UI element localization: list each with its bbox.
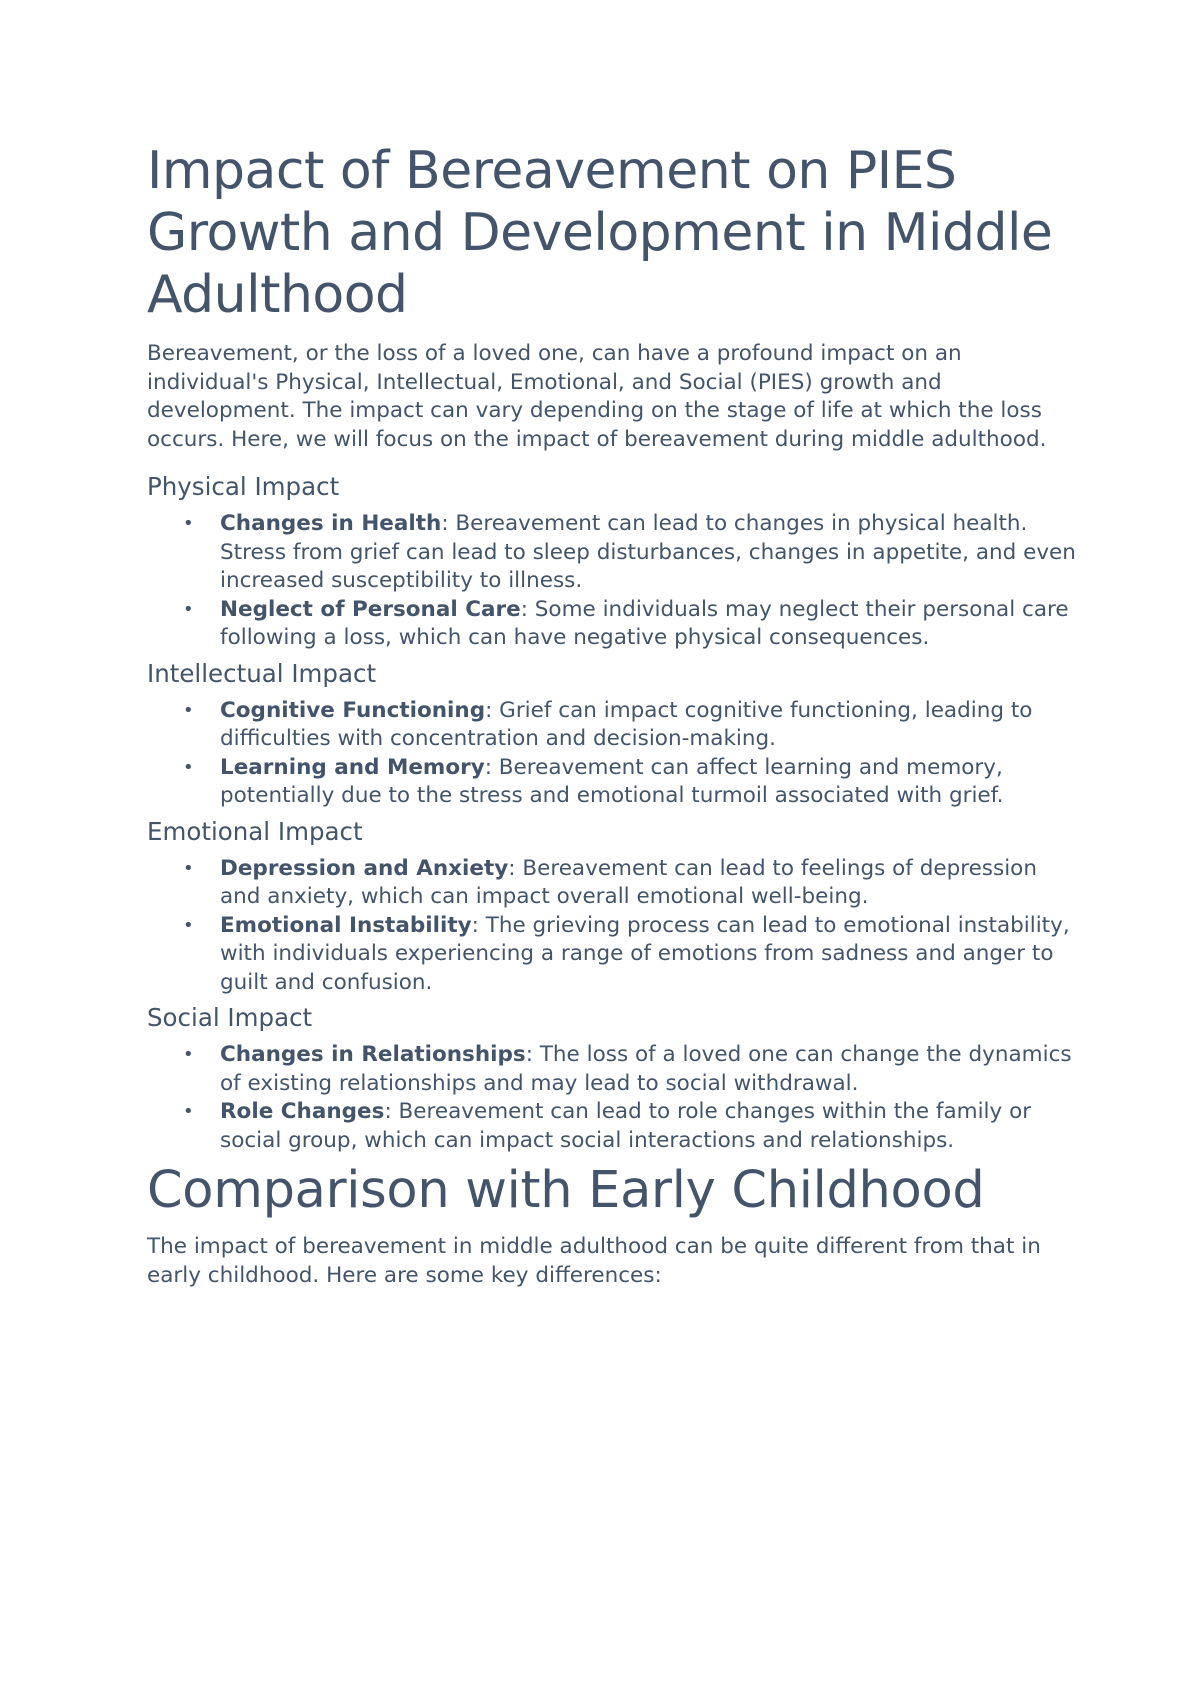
section-heading-physical: Physical Impact — [147, 472, 340, 501]
list-item — [147, 855, 1077, 912]
list-physical — [147, 510, 1077, 653]
section-heading-social: Social Impact — [147, 1003, 313, 1032]
list-item — [147, 1041, 1077, 1098]
item-term: Depression and Anxiety — [220, 855, 509, 881]
item-text: : The grieving process can lead to emotional instability, with individuals experiencing a range of emotions from sadness and anger to guilt and confusion. — [220, 912, 1070, 995]
item-term: Neglect of Personal Care — [220, 596, 521, 622]
bullet-icon: • — [183, 756, 194, 778]
item-term: Changes in Health — [220, 511, 442, 536]
item-term: Learning and Memory — [220, 754, 485, 780]
section-heading-emotional: Emotional Impact — [147, 816, 363, 846]
item-text: : Bereavement can affect learning and memory, potentially due to the stress and emotional turmoil associated with grief. — [220, 754, 1004, 808]
list-item — [147, 754, 1077, 811]
section-heading-intellectual: Intellectual Impact — [147, 658, 377, 688]
item-term: Cognitive Functioning — [220, 697, 486, 723]
list-intellectual — [147, 697, 1077, 811]
bullet-icon: • — [183, 598, 194, 620]
bullet-icon: • — [183, 914, 194, 936]
document-page — [147, 140, 1077, 1308]
item-text: : Bereavement can lead to changes in physical health. Stress from grief can lead to sleep disturbances, changes in appetite, and even increased susceptibility to illness. — [220, 511, 1076, 593]
list-item — [147, 1098, 1077, 1155]
list-social — [147, 1041, 1077, 1155]
item-term: Emotional Instability — [220, 912, 472, 938]
comparison-paragraph: The impact of bereavement in middle adulthood can be quite different from that in early childhood. Here are some key differences: — [147, 1234, 1041, 1288]
item-term: Changes in Relationships — [220, 1042, 526, 1067]
list-item — [147, 510, 1077, 596]
list-item — [147, 912, 1077, 998]
list-item — [147, 697, 1077, 754]
list-emotional — [147, 855, 1077, 998]
bullet-icon: • — [183, 1044, 194, 1065]
bullet-icon: • — [183, 513, 194, 534]
item-text: : Bereavement can lead to role changes within the family or social group, which can impact social interactions and relationships. — [220, 1099, 1032, 1153]
document-title: Impact of Bereavement on PIES Growth and Development in Middle Adulthood — [147, 141, 1053, 325]
item-text: : Bereavement can lead to feelings of depression and anxiety, which can impact overall emotional well-being. — [220, 855, 1037, 909]
intro-paragraph: Bereavement, or the loss of a loved one, can have a profound impact on an individual's Physical, Intellectual, Emotional, and Social (PIES) growth and development. The impact can vary depending on the stage of life at which the loss occurs. Here, we will focus on the impact of bereavement during middle adulthood. — [147, 341, 1047, 452]
item-text: : The loss of a loved one can change the dynamics of existing relationships and may lead to social withdrawal. — [220, 1042, 1072, 1096]
item-term: Role Changes — [220, 1099, 385, 1124]
comparison-heading: Comparison with Early Childhood — [147, 1161, 985, 1220]
list-item — [147, 596, 1077, 653]
bullet-icon: • — [183, 699, 194, 721]
bullet-icon: • — [183, 857, 194, 879]
item-text: : Some individuals may neglect their personal care following a loss, which can have negative physical consequences. — [220, 596, 1069, 650]
bullet-icon: • — [183, 1101, 194, 1122]
item-text: : Grief can impact cognitive functioning, leading to difficulties with concentration and decision-making. — [220, 697, 1033, 751]
